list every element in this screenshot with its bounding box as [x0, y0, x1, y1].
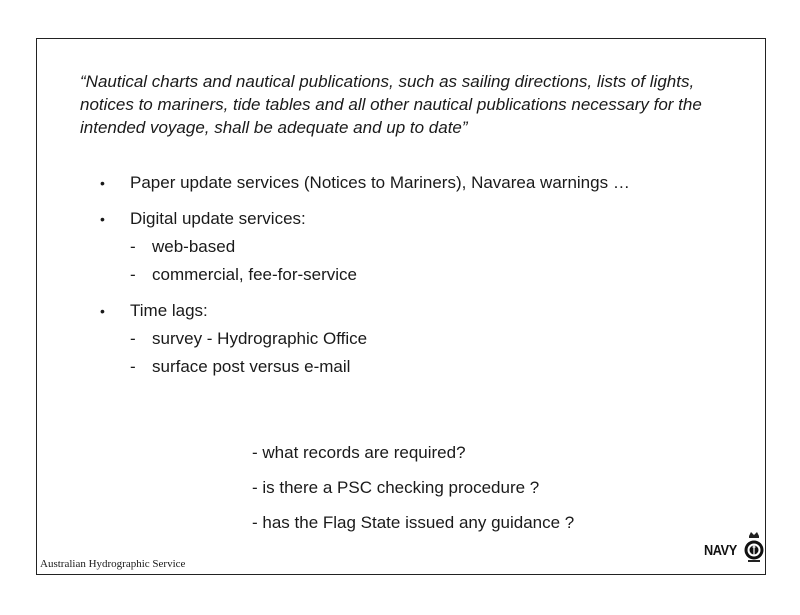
- bullet-text: Time lags:: [130, 301, 208, 320]
- bullet-item: [100, 208, 740, 286]
- sub-item-text: web-based: [152, 237, 236, 256]
- bullet-list: [100, 172, 740, 392]
- sub-list: [130, 328, 740, 378]
- sub-item: [130, 356, 740, 378]
- sub-item-text: survey - Hydrographic Office: [152, 329, 368, 348]
- question-list: [252, 442, 574, 547]
- question-item: - what records are required?: [252, 443, 466, 462]
- sub-item: [130, 328, 740, 350]
- bullet-dot: •: [100, 211, 105, 227]
- sub-dash: -: [130, 357, 136, 376]
- sub-list: [130, 236, 740, 286]
- sub-item: [130, 236, 740, 258]
- navy-logo-text: NAVY: [704, 542, 737, 559]
- slide-quote: “Nautical charts and nautical publications, such as sailing directions, lists of lights, notices to mariners, tide tables and all other nautical publications necessary for the intended voyage, shall be adequate and up to date”: [80, 72, 702, 137]
- bullet-text: Paper update services (Notices to Mariners), Navarea warnings …: [130, 173, 630, 192]
- sub-dash: -: [130, 237, 136, 256]
- sub-item-text: surface post versus e-mail: [152, 357, 351, 376]
- footer-organization: Australian Hydrographic Service: [40, 558, 186, 570]
- question-item: - has the Flag State issued any guidance ?: [252, 513, 575, 532]
- sub-item-text: commercial, fee-for-service: [152, 265, 357, 284]
- sub-dash: -: [130, 329, 136, 348]
- bullet-text: Digital update services:: [130, 209, 306, 228]
- navy-crest-icon: [742, 530, 766, 568]
- sub-dash: -: [130, 265, 136, 284]
- navy-logo: [704, 528, 764, 568]
- sub-item: [130, 264, 740, 286]
- bullet-dot: •: [100, 175, 105, 191]
- bullet-item: [100, 172, 740, 194]
- question-item: - is there a PSC checking procedure ?: [252, 478, 540, 497]
- bullet-dot: •: [100, 303, 105, 319]
- bullet-item: [100, 300, 740, 378]
